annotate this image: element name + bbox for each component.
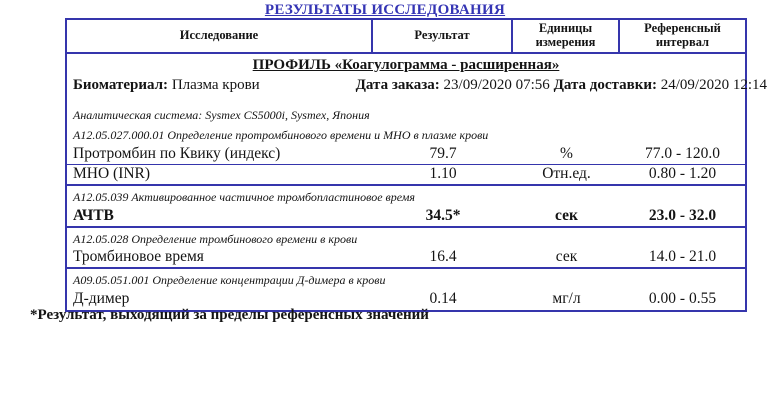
biomaterial-value: Плазма крови xyxy=(171,76,260,93)
delivery-date-value: 24/09/2020 12:14 xyxy=(660,76,767,93)
results-table xyxy=(65,18,767,312)
biomaterial-row xyxy=(67,74,767,96)
test-result: 0.14 xyxy=(429,290,457,308)
table-row xyxy=(67,165,745,186)
test-result: 79.7 xyxy=(429,144,457,162)
biomaterial xyxy=(73,77,260,94)
section-code: А12.05.028 Определение тромбинового времени в крови xyxy=(73,231,358,246)
test-reference: 0.00 - 0.55 xyxy=(648,290,717,308)
table-header-row xyxy=(67,20,745,54)
section-d-dimer xyxy=(67,269,745,310)
test-units: % xyxy=(560,144,573,162)
test-reference: 77.0 - 120.0 xyxy=(645,144,720,162)
test-reference: 0.80 - 1.20 xyxy=(648,165,717,183)
test-units: сек xyxy=(555,248,578,266)
test-name: АЧТВ xyxy=(73,206,114,224)
order-date-label: Дата заказа: xyxy=(355,76,440,93)
column-header-result: Результат xyxy=(373,20,513,52)
test-name: МНО (INR) xyxy=(73,165,151,183)
biomaterial-label: Биоматериал: xyxy=(73,76,169,93)
section-thrombin-time xyxy=(67,228,745,269)
delivery-date-label: Дата доставки: xyxy=(553,76,657,93)
test-units: мг/л xyxy=(552,290,581,308)
test-result: 34.5* xyxy=(425,206,461,224)
abnormal-result-footnote: *Результат, выходящий за пределы референсных значений xyxy=(30,307,429,323)
test-units: сек xyxy=(555,206,578,224)
column-header-reference: Референсный интервал xyxy=(644,21,721,49)
test-result: 16.4 xyxy=(429,248,457,266)
test-name: Д-димер xyxy=(73,290,130,308)
section-code: А12.05.039 Активированное частичное тромбопластиновое время xyxy=(73,190,415,205)
test-reference: 14.0 - 21.0 xyxy=(648,248,717,266)
analytical-system-line: Аналитическая система: Sysmex CS5000i, Sysmex, Япония xyxy=(73,107,370,122)
section-code: А12.05.027.000.01 Определение протромбинового времени и МНО в плазме крови xyxy=(73,127,489,142)
profile-title: ПРОФИЛЬ «Коагулограмма - расширенная» xyxy=(252,56,560,73)
section-aptt xyxy=(67,186,745,227)
page-title: РЕЗУЛЬТАТЫ ИССЛЕДОВАНИЯ xyxy=(264,2,506,18)
test-name: Тромбиновое время xyxy=(73,248,204,266)
test-name: Протромбин по Квику (индекс) xyxy=(73,144,281,162)
test-result: 1.10 xyxy=(429,165,457,183)
section-prothrombin xyxy=(67,124,745,186)
section-code: А09.05.051.001 Определение концентрации Д-димера в крови xyxy=(73,273,386,288)
column-header-units: Единицы измерения xyxy=(513,20,620,52)
table-row-abnormal xyxy=(67,207,745,228)
column-header-test: Исследование xyxy=(67,20,373,52)
test-reference: 23.0 - 32.0 xyxy=(648,206,717,224)
order-dates xyxy=(356,77,767,94)
order-date-value: 23/09/2020 07:56 xyxy=(443,76,550,93)
table-row xyxy=(67,248,745,269)
table-row xyxy=(67,144,745,165)
test-units: Отн.ед. xyxy=(542,165,591,183)
